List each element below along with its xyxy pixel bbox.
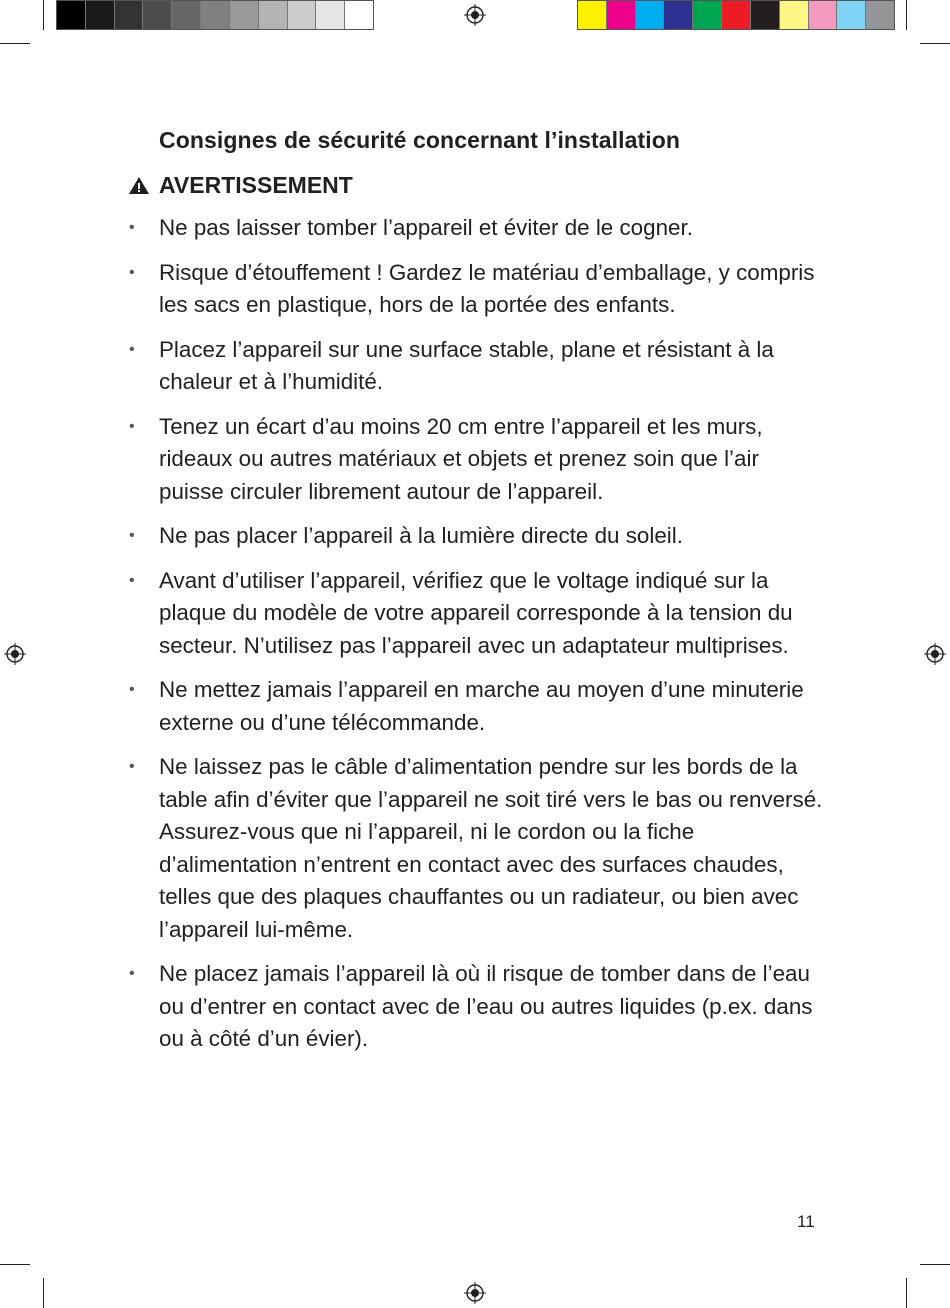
bullet-icon: • xyxy=(129,263,135,281)
list-item: • Tenez un écart d’au moins 20 cm entre l’appareil et les murs, rideaux ou autres matériaux et objets et prenez soin que l’air puisse circuler librement autour de l’appareil. xyxy=(127,411,827,509)
color-swatch xyxy=(664,1,693,29)
warning-triangle-icon xyxy=(127,174,151,198)
crop-mark xyxy=(43,1278,44,1308)
list-item: • Ne pas laisser tomber l’appareil et éviter de le cogner. xyxy=(127,212,827,245)
safety-bullet-list xyxy=(127,212,827,1068)
list-item: • Risque d’étouffement ! Gardez le matériau d’emballage, y compris les sacs en plastique, hors de la portée des enfants. xyxy=(127,257,827,322)
list-item: • Placez l’appareil sur une surface stable, plane et résistant à la chaleur et à l’humidité. xyxy=(127,334,827,399)
warning-label xyxy=(127,172,353,199)
registration-mark-icon xyxy=(464,4,486,26)
color-swatch xyxy=(57,1,86,29)
bullet-icon: • xyxy=(129,527,135,544)
crop-mark xyxy=(906,0,907,30)
color-swatch xyxy=(809,1,838,29)
bullet-icon: • xyxy=(129,681,135,698)
crop-mark xyxy=(0,43,30,44)
color-swatch xyxy=(636,1,665,29)
bullet-icon: • xyxy=(129,219,135,236)
color-swatch xyxy=(230,1,259,29)
crop-mark xyxy=(920,1264,950,1265)
color-swatch xyxy=(345,1,373,29)
color-swatch xyxy=(86,1,115,29)
registration-mark-icon xyxy=(464,1282,486,1304)
color-swatch xyxy=(115,1,144,29)
crop-mark xyxy=(43,0,44,30)
color-swatch xyxy=(837,1,866,29)
grayscale-swatch-bar xyxy=(56,0,374,30)
bullet-icon: • xyxy=(129,965,135,982)
section-heading: Consignes de sécurité concernant l’installation xyxy=(159,127,681,153)
bullet-icon: • xyxy=(129,417,135,435)
color-swatch xyxy=(201,1,230,29)
color-swatch xyxy=(607,1,636,29)
color-swatch xyxy=(172,1,201,29)
color-swatch xyxy=(316,1,345,29)
color-swatch xyxy=(288,1,317,29)
crop-mark xyxy=(906,1278,907,1308)
crop-mark xyxy=(0,1264,30,1265)
bullet-icon: • xyxy=(129,571,135,589)
bullet-icon: • xyxy=(129,340,135,358)
list-item: • Ne laissez pas le câble d’alimentation pendre sur les bords de la table afin d’éviter que l’appareil ne soit tiré vers le bas ou renversé. Assurez-vous que ni l’appareil, ni le cordon ou la fiche d’alimentation n’entrent en contact avec des surfaces chaudes, telles que des plaques chauffantes ou un radiateur, ou bien avec l’appareil lui-même. xyxy=(127,751,827,946)
color-swatch xyxy=(578,1,607,29)
color-swatch xyxy=(143,1,172,29)
registration-mark-icon xyxy=(4,643,26,665)
crop-mark xyxy=(920,43,950,44)
list-item: • Avant d’utiliser l’appareil, vérifiez que le voltage indiqué sur la plaque du modèle de votre appareil corresponde à la tension du secteur. N’utilisez pas l’appareil avec un adaptateur multiprises. xyxy=(127,565,827,663)
color-swatch xyxy=(780,1,809,29)
list-item: • Ne mettez jamais l’appareil en marche au moyen d’une minuterie externe ou d’une télécommande. xyxy=(127,674,827,739)
list-item: • Ne placez jamais l’appareil là où il risque de tomber dans de l’eau ou d’entrer en contact avec de l’eau ou autres liquides (p.ex. dans ou à côté d’un évier). xyxy=(127,958,827,1056)
registration-mark-icon xyxy=(924,643,946,665)
color-swatch-bar xyxy=(577,0,895,30)
page-number: 11 xyxy=(797,1212,815,1231)
color-swatch xyxy=(751,1,780,29)
color-swatch xyxy=(722,1,751,29)
warning-text: AVERTISSEMENT xyxy=(159,172,353,198)
list-item: • Ne pas placer l’appareil à la lumière directe du soleil. xyxy=(127,520,827,553)
color-swatch xyxy=(693,1,722,29)
color-swatch xyxy=(866,1,894,29)
color-swatch xyxy=(259,1,288,29)
bullet-icon: • xyxy=(129,758,135,775)
